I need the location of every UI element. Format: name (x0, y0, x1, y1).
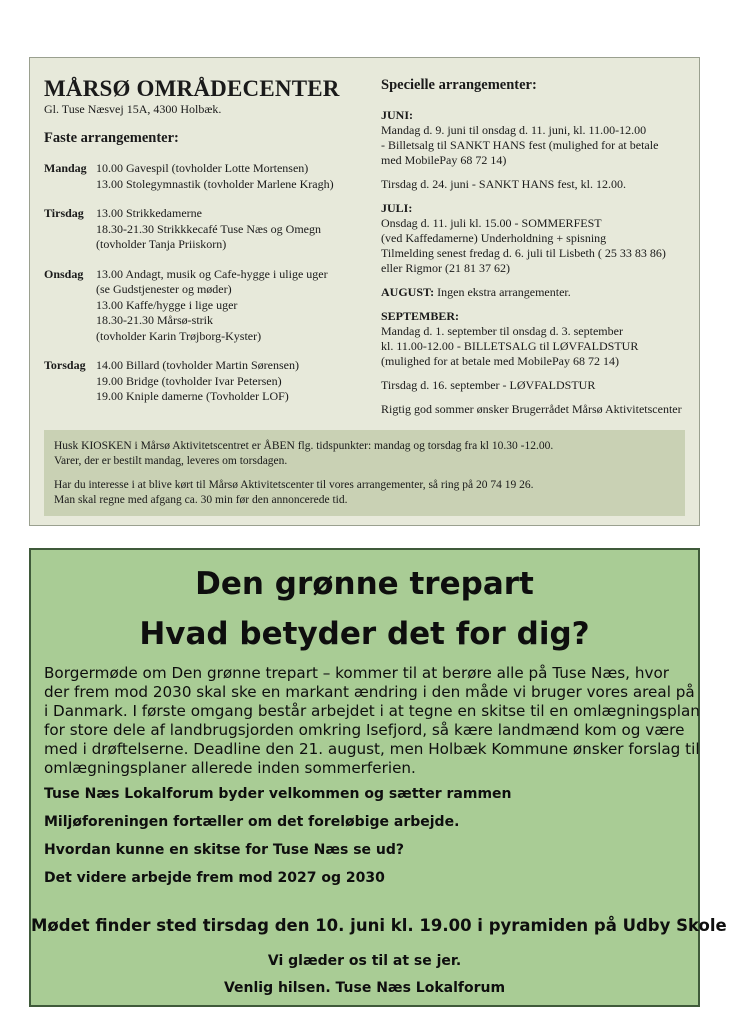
headline-2: Hvad betyder det for dig? (139, 616, 590, 652)
body-line: Borgermøde om Den grønne trepart – kommer til at berøre alle på Tuse Næs, hvor (44, 664, 669, 682)
special-events-heading: Specielle arrangementer: (381, 77, 537, 93)
day-block-mandag (44, 161, 379, 192)
event-line: kl. 11.00-12.00 - BILLETSALG til LØVFALDSTUR (381, 339, 639, 353)
event-line: Ingen ekstra arrangementer. (434, 285, 571, 299)
event-line: Tilmelding senest fredag d. 6. juli til Lisbeth ( 25 33 83 86) (381, 246, 666, 260)
day-block-torsdag (44, 358, 379, 405)
agenda-item: Hvordan kunne en skitse for Tuse Næs se ud? (44, 842, 405, 858)
month-september (381, 309, 691, 369)
body-text (44, 664, 700, 778)
month-name: JUNI: (381, 108, 413, 122)
event-line: Onsdag d. 11. juli kl. 15.00 - SOMMERFEST (381, 216, 602, 230)
event-line: - Billetsalg til SANKT HANS fest (mulighed for at betale (381, 138, 659, 152)
event-line: Tirsdag d. 16. september - LØVFALDSTUR (381, 378, 596, 392)
day-line: (se Gudstjenester og møder) (96, 282, 232, 296)
day-line: 13.00 Strikkedamerne (96, 206, 202, 220)
body-line: med i drøftelserne. Deadline den 21. august, men Holbæk Kommune ønsker forslag til (44, 740, 700, 758)
day-lines (96, 358, 299, 405)
notice-line: Varer, der er bestilt mandag, leveres om torsdagen. (54, 455, 288, 467)
day-lines (96, 267, 328, 345)
month-june (381, 108, 691, 168)
meeting-info: Mødet finder sted tirsdag den 10. juni kl. 19.00 i pyramiden på Udby Skole (31, 916, 727, 935)
day-line: (tovholder Tanja Priiskorn) (96, 237, 227, 251)
day-block-onsdag (44, 267, 379, 345)
day-line: 18.30-21.30 Strikkkecafé Tuse Næs og Omegn (96, 221, 321, 236)
trepart-box (29, 548, 727, 1007)
marso-info-box (29, 57, 700, 526)
body-line: der frem mod 2030 skal ske en markant ændring i den måde vi bruger vores areal på (44, 683, 695, 701)
center-title: MÅRSØ OMRÅDECENTER (44, 76, 340, 101)
month-name: SEPTEMBER: (381, 309, 460, 323)
agenda-item: Miljøforeningen fortæller om det foreløbige arbejde. (44, 814, 460, 830)
event-line: eller Rigmor (21 81 37 62) (381, 261, 510, 275)
event-line: (mulighed for at betale med MobilePay 68 72 14) (381, 354, 619, 368)
body-line: omlægningsplaner allerede inden sommerferien. (44, 759, 416, 777)
day-name: Tirsdag (44, 206, 84, 220)
day-line: 13.00 Kaffe/hygge i lige uger (96, 297, 238, 312)
day-line: 10.00 Gavespil (tovholder Lotte Mortensen) (96, 161, 309, 175)
agenda-item: Det videre arbejde frem mod 2027 og 2030 (44, 870, 385, 886)
month-name: JULI: (381, 201, 413, 215)
day-lines (96, 206, 321, 253)
day-line: 14.00 Billard (tovholder Martin Sørensen) (96, 358, 299, 372)
event-line: med MobilePay 68 72 14) (381, 153, 507, 167)
event-line: (ved Kaffedamerne) Underholdning + spisning (381, 231, 607, 245)
kiosk-notice (44, 430, 685, 516)
special-events-column (381, 76, 691, 426)
day-line: 18.30-21.30 Mårsø-strik (96, 313, 213, 327)
day-name: Mandag (44, 161, 87, 175)
agenda-item: Tuse Næs Lokalforum byder velkommen og sætter rammen (44, 786, 512, 802)
day-line: 19.00 Kniple damerne (Tovholder LOF) (96, 389, 289, 403)
welcome-text: Vi glæder os til at se jer. (267, 953, 462, 969)
month-name: AUGUST: (381, 285, 435, 299)
month-august (381, 285, 691, 300)
day-line: 13.00 Andagt, musik og Cafe-hygge i ulige uger (96, 266, 328, 281)
day-name: Torsdag (44, 358, 86, 372)
day-name: Onsdag (44, 266, 84, 281)
body-line: i Danmark. I første omgang består arbejdet i at tegne en skitse til en omlægningsplan (44, 702, 700, 720)
body-line: for store dele af landbrugsjorden omkring Isefjord, så kære landmænd kom og være (44, 721, 685, 739)
day-line: (tovholder Karin Trøjborg-Kyster) (96, 328, 262, 343)
event-line: Mandag d. 1. september til onsdag d. 3. september (381, 324, 623, 338)
day-block-tirsdag (44, 206, 379, 253)
month-july (381, 201, 691, 276)
agenda-list (44, 785, 684, 897)
center-address: Gl. Tuse Næsvej 15A, 4300 Holbæk. (44, 102, 222, 116)
day-line: 13.00 Stolegymnastik (tovholder Marlene Kragh) (96, 176, 334, 191)
event-line: Mandag d. 9. juni til onsdag d. 11. juni, kl. 11.00-12.00 (381, 123, 647, 137)
day-lines (96, 161, 334, 192)
fixed-events-column (44, 76, 379, 419)
headline-1: Den grønne trepart (195, 566, 534, 602)
notice-line: Har du interesse i at blive kørt til Mårsø Aktivitetscenter til vores arrangementer, så ring på 20 74 19 26. (54, 479, 534, 491)
fixed-events-heading: Faste arrangementer: (44, 130, 179, 146)
day-line: 19.00 Bridge (tovholder Ivar Petersen) (96, 373, 282, 388)
closing-greeting: Rigtig god sommer ønsker Brugerrådet Mårsø Aktivitetscenter (381, 402, 682, 416)
notice-line: Man skal regne med afgang ca. 30 min før den annoncerede tid. (54, 494, 348, 506)
regards-text: Venlig hilsen. Tuse Næs Lokalforum (223, 980, 506, 996)
event-line: Tirsdag d. 24. juni - SANKT HANS fest, kl. 12.00. (381, 177, 627, 191)
notice-line: Husk KIOSKEN i Mårsø Aktivitetscentret er ÅBEN flg. tidspunkter: mandag og torsdag fra kl 10.30 -12.00. (54, 440, 554, 452)
